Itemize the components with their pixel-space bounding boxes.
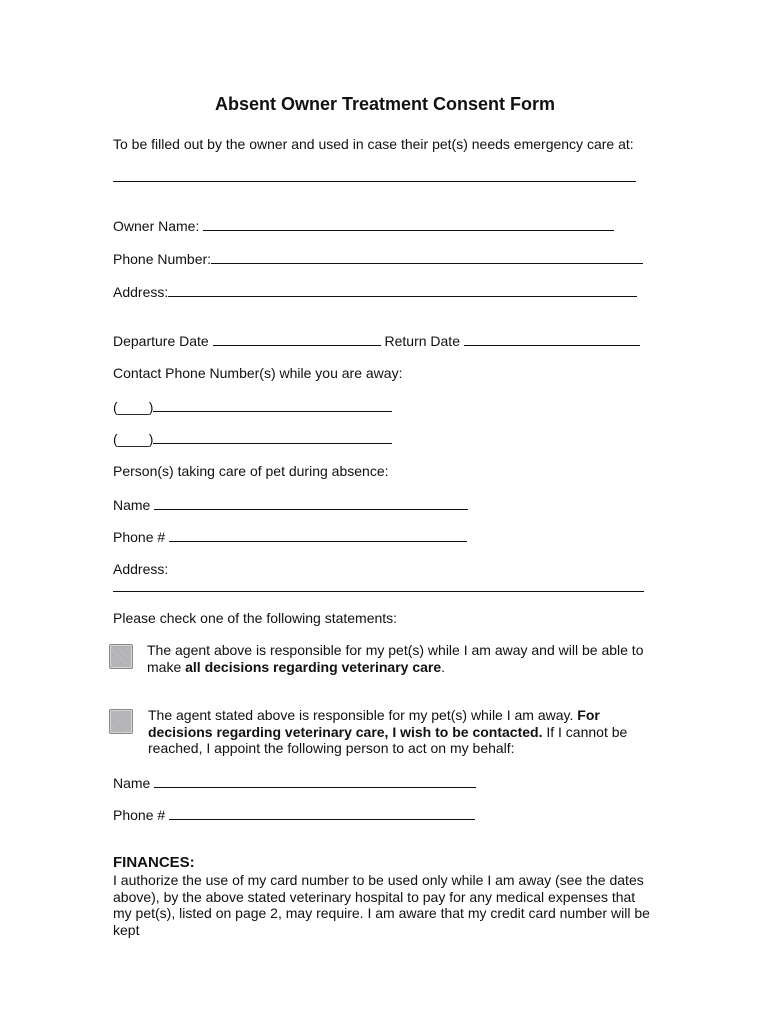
owner-name-label: Owner Name:	[113, 218, 200, 234]
contact-phone-row-2	[113, 429, 392, 448]
caretaker-name-label: Name	[113, 497, 151, 513]
return-date-field[interactable]	[464, 331, 640, 346]
phone-number-field[interactable]	[211, 249, 643, 264]
phone-number-label: Phone Number:	[113, 251, 212, 267]
alt-name-label: Name	[113, 775, 151, 791]
option2-text-a: The agent stated above is responsible for my pet(s) while I am away.	[148, 707, 578, 723]
intro-text: To be filled out by the owner and used in case their pet(s) needs emergency care at:	[113, 136, 634, 152]
contact-phones-label: Contact Phone Number(s) while you are away:	[113, 365, 403, 381]
alt-phone-row	[113, 805, 475, 824]
emergency-clinic-line[interactable]	[113, 181, 636, 182]
option2-text-b: If I cannot be reached, I appoint the following person to act on my behalf:	[148, 723, 628, 756]
statements-heading: Please check one of the following statements:	[113, 610, 398, 626]
option2-bold: For decisions regarding veterinary care, I wish to be contacted.	[148, 707, 600, 740]
alt-name-row	[113, 773, 476, 792]
finances-heading: FINANCES:	[113, 854, 195, 871]
option1-text-b: .	[441, 658, 446, 675]
caretaker-address-label: Address:	[113, 561, 169, 577]
option2-text	[148, 707, 638, 757]
contact-phone-field-1[interactable]	[153, 397, 392, 412]
phone-number-row	[113, 249, 643, 268]
alt-phone-label: Phone #	[113, 807, 166, 823]
dates-row	[113, 331, 640, 350]
option1-bold: all decisions regarding veterinary care	[185, 658, 442, 675]
option1-text-a: The agent above is responsible for my pet(s) while I am away and will be able to make	[147, 642, 644, 675]
caretaker-heading: Person(s) taking care of pet during absence:	[113, 463, 389, 479]
caretaker-phone-field[interactable]	[169, 527, 467, 542]
caretaker-name-field[interactable]	[154, 495, 468, 510]
caretaker-name-row	[113, 495, 468, 514]
finances-text: I authorize the use of my card number to be used only while I am away (see the dates above), by the above stated veterinary hospital to pay for any medical expenses that my pet(s), listed on page 2, may require. I am aware that my credit card number will be kept	[113, 872, 650, 938]
alt-name-field[interactable]	[154, 773, 476, 788]
option1-checkbox[interactable]	[109, 644, 133, 669]
form-title: Absent Owner Treatment Consent Form	[214, 94, 556, 114]
owner-name-row	[113, 216, 614, 235]
contact-phone-row-1	[113, 397, 392, 416]
address-field[interactable]	[168, 282, 637, 297]
address-label: Address:	[113, 284, 169, 300]
caretaker-phone-label: Phone #	[113, 529, 166, 545]
caretaker-address-field[interactable]	[113, 591, 644, 592]
address-row	[113, 282, 637, 301]
contact-phone-field-2[interactable]	[153, 429, 392, 444]
departure-date-field[interactable]	[213, 331, 381, 346]
departure-date-label: Departure Date	[113, 333, 209, 349]
option1-text	[147, 642, 652, 675]
option2-checkbox[interactable]	[109, 709, 133, 734]
return-date-label: Return Date	[384, 333, 460, 349]
owner-name-field[interactable]	[203, 216, 614, 231]
caretaker-phone-row	[113, 527, 467, 546]
alt-phone-field[interactable]	[169, 805, 475, 820]
area-code-blank-2: (____)	[113, 431, 154, 447]
area-code-blank-1: (____)	[113, 399, 154, 415]
